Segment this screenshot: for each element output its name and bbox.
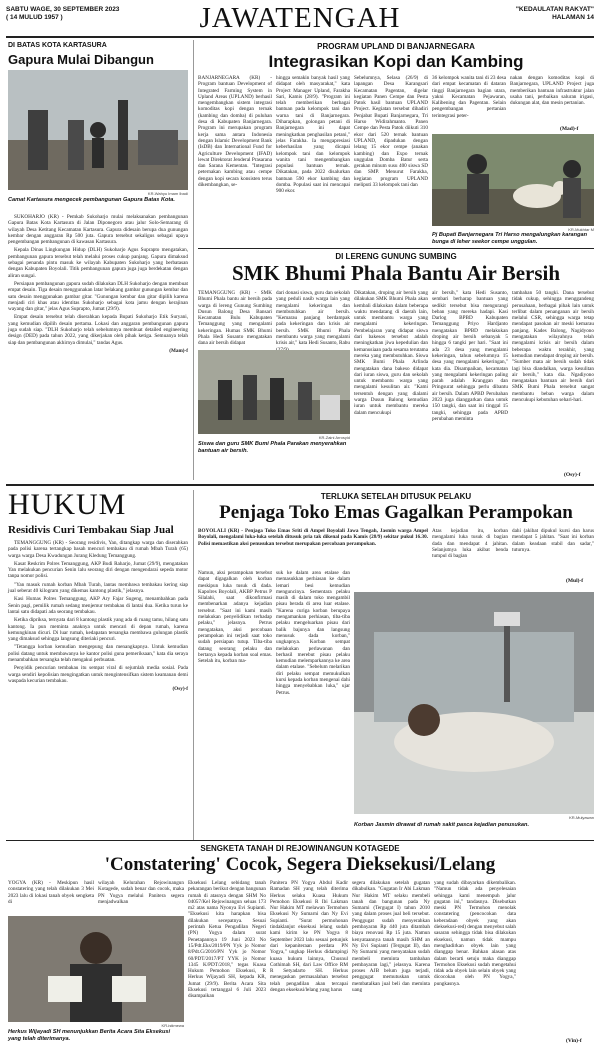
- column-divider: [193, 490, 194, 840]
- rejowinangun-sign: (Vin)-f: [566, 1038, 582, 1044]
- page-info: [516, 6, 594, 22]
- section-label: HUKUM: [8, 488, 127, 521]
- emas-credit: KR-Mulyawan: [569, 815, 594, 820]
- javanese-date: ( 14 MULUD 1957 ): [6, 14, 63, 21]
- byline: (Osy)-f: [172, 686, 188, 693]
- smk-col-5: tambahan 50 tangki. Dana tersebut tidak cukup, sehingga menggandeng perusahaan, berbagai pihak lain untuk terlibat dalam penanganan air bersih melalui CSR, sehingga warga tetap mendapat pasokan air meski kemarau panjang. Kades Balong, Nagidyono mengatakan wilayahnya telah mengalami krisis air bersih dalam beberapa waktu terakhir, yang kemudian mendapat droping air bersih. "Sumber mata air bersih sudah tidak lagi bisa diandalkan, warga kesulitan air bersih," kata dia. Ngadiyono mengatakan bantuan air bersih dari SMK Bumi Phala tersebut sangat membantu beban warga dalam mencukupi kebutuhan sehari-hari.: [512, 290, 594, 404]
- emas-caption: Korban Jasmin dirawat di rumah sakit pasca kejadian penusukan.: [354, 822, 530, 828]
- page-number: HALAMAN 14: [552, 14, 594, 21]
- rejowinangun-caption: Herkus Wijayadi SH menunjukkan Berita Acara Sita Eksekusi yang telah diterimanya.: [8, 1029, 171, 1042]
- emas-sign: (Mul)-f: [566, 578, 584, 584]
- smk-col-3: Dikatakan, droping air bersih yang dilakukan SMK Bhumi Phala akan kembali dilakukan dalam beberapa waktu mendatang di daerah lain, untuk membantu warga yang mengalami kekeringan. Pembelajaran yang didapat siswa dari bakesos tersebut adalah meningkatkan jiwa kepedulian dan kemanusiaan pada sesama terutama mereka yang membutuhkan. Siswa SMK Bumi Phala Arlinda mengatakan dana bakeso didapat dari iuran siswa, guru dan sekolah untuk membantu warga yang mengalami kesulitan air. "Kami tersentuh dengan yang dialami warga Dusun Balong kemudian iuran untuk membantu mereka dalam mencukupi: [354, 290, 428, 416]
- paper-name: "KEDAULATAN RAKYAT": [515, 6, 594, 13]
- upland-caption: Pj Bupati Banjarnegara Tri Harso mengalungkan karangan bunga di leher seekor cempe unggulan.: [432, 232, 588, 245]
- paragraph: Persiapan pembangunan gapura sudah dilakukan DLH Sukoharjo dengan membuat empat desain. Tiga desain menggunakan latar belakang gambar gunungan kembar dan satu desain menggunakan gambar gitar. "Gunungan kembar dan gitar dipilih karena menjadi ciri khas atau identitas Sukoharjo sebagai kota jamu dengan kerajinan wayang dan gitar," jelas Agus Suprapto, Jumat (29/9).: [8, 280, 188, 313]
- section-rule: [198, 248, 594, 249]
- rejowinangun-col-2: wilayah Kelurahan Rejowinangun Kotagede, sudah benar dan cocok, maka PN Yogya melalui Panitera segera menjadwalkan: [98, 880, 184, 905]
- gapura-construction-image: [8, 70, 188, 190]
- rejowinangun-col-3: Eksekusi Lelang sebidang tanah pekarangan berikut dengan bangunan rumah di atasnya dengan SHM No 04057/Kel Rejowinangun seluas 173 m2 atas nama Nyonya Evi Supianti. "Eksekusi kita harapkan bisa dilakukan secepatnya. Sesuai perintah Ketua Pengadilan Negeri (PN) Yogya dalam surat Penetapannya 19 Juni 2023 No 15/Pdt.Eks/2019/PN Yyk jo Nomor 8/Pdt.G/2016/PN Yyk jo Nomor 60/PDT/2017/PT YYK jo Nomor 1345 K/PDT/2018," tegas Kuasa Hukum Pemohon Eksekusi, R Herkus Wijayadi SH, kepada KR, Jumat (29/9). Berita Acara Sita Eksekusi tertanggal 6 Juli 2023 disampaikan: [188, 880, 266, 1000]
- smk-credit: KR-Zaini Arrosyid: [318, 435, 350, 440]
- smk-photo: [198, 350, 350, 434]
- paragraph: SUKOHARJO (KR) - Pemkab Sukoharjo mulai melaksanakan pembangunan Gapura Batas Kota Kartasura di Jalan Diponegoro atau jalur Solo-Semarang di wilayah Desa Ketitang Kecamatan Kartasura. Gapura didesain berupa dua gunungan kembar dengan anggaran Rp 500 juta. Gapura tersebut sekaligus sebagai upaya pengembangan pembangunan di kawasan Kartasura.: [8, 214, 188, 246]
- emas-col-2: suk ke dalam area etalase dan memasukkan perhiasan ke dalam lemari besi kemudian menguncinya. Sementara pelaku masih di dalam toko mengambil pisau berada di area luar etalase. "Karena curiga korban berupaya mengamankan perhiasan, tiba-tiba pelaku mengeluarkan pisau dari balik bajunya dan langsung menusuk dada korban," ungkapnya. Korban sempat melakukan perlawanan dan berhasil merebut pisau pelaku kemudian melemparkannya ke area dalam etalase. "Sebelum melarikan diri pelaku sempat memukulkan kursi kepada korban mengenai dahi hingga menyebabkan luka," ujar Petrus.: [276, 570, 350, 696]
- rejowinangun-photo: [8, 916, 184, 1022]
- rejowinangun-col-5: segera dilakukan setelah gugatan dikabulkan. "Gugatan Ir Abi Lakman Nur Hakim MT selaku membeli tanah dan bangunan pada Ny Sumarni (Tergugat I) tahun 2010 yang dalam proses jual beli tersebut. Penggugat sudah menyerahkan pembayaran Rp 440 juta ditambah biaya renovasi Rp 15 juta. Namun kenyataannya tanah masih SHM an Ny Evi Supianti (Tergugat II), dan Ny Sumarni yang menyatakan sudah membeli meminta tambahan pembayaran lagi," jelasnya. Karena proses AJB belum juga terjadi, penggugat memutuskan untuk membatalkan jual beli dan meminta uang: [352, 880, 430, 994]
- tembakau-headline: Residivis Curi Tembakau Siap Jual: [8, 524, 174, 536]
- upland-credit: KR-Mukhtar M: [568, 227, 594, 232]
- upland-col-4: 36 kelompok wanita tani di 23 desa dari empat kecamatan di dataran tinggi Banjarnegara bagian utara, yakni Kecamatan Pejawaran, Kalibening dan Pagentan. Selain pengembangan pertanian terintegrasi peter-: [432, 75, 506, 119]
- upland-kicker: PROGRAM UPLAND DI BANJARNEGARA: [317, 42, 475, 51]
- paragraph: Ketika dipriksa, ternyata dari 8 kantong plastik yang ada di ruang tamu, hilang satu kantong. Ia pun meminta anaknya untuk mencari di depan rumah, karena kemungkinan dicuri. Di luar rumah, kedapatan tersangka membawa gulungan plastik yang dimaksud sehingga langsung diteriaki pencuri.: [8, 617, 188, 643]
- upland-col-2: hingga semakin banyak hasil yang didapat oleh masyarakat," kata Project Manager Upland, Farakha Sari, Kamis (28/9). "Program ini telah memberikan berbagai bantuan pada kelompok tani dan warna tani di Banjarnegara. Diharapkan, golongan petani di Banjarnegara ini dapat meningkatkan penghasilan petani," jelas Farakha. Ia mengapresiasi keberhasilan yang dicapai kelompok tani dan kelompok wanita tani mengembangkan populasi bantuan ternak. Dikatakan, pada 2022 disalurkan bantuan 590 ekor kambing dan domba. Populasi saat ini mencapai 900 ekor.: [276, 75, 350, 195]
- upland-sign: (Mad)-f: [560, 126, 579, 132]
- rejowinangun-headline: 'Constatering' Cocok, Segera Dieksekusi/Lelang: [104, 854, 496, 875]
- upland-col-3: Sebelumnya, Selasa (26/9) di lapangan Desa Karangsari Kecamatan Pagentan, digelar kegiatan Panen Cempe dan Pesta Patok hasil bantuan UPLAND Project. Kegiatan tersebut dihadiri Penjabat Bupati Banjarnegara, Tri Harso Widirahmanto. Panen Cempe dan Pesta Patok diikuti 310 ekor dari 520 ternak bantuan UPLAND, dipadukan dengan lelang 15 ekor cempe (anakan kambing) dan Expo ternak unggulan Domba Batur serta gerakan minum susu 400 siswa SD dan SMP. Menurut Farakha, kegiatan program UPLAND meliputi 33 kelompok tani dan: [354, 75, 428, 189]
- lawyer-document-image: [8, 916, 184, 1022]
- gapura-caption: Camat Kartasura mengecek pembangunan Gapura Batas Kota.: [8, 197, 175, 203]
- paragraph: TEMANGGUNG (KR) - Seorang residivis, Yan, ditangkap warga dan diserahkan pada polisi karena tertangkap basah mencuri tembakau di rumah Mbah Turah (65) warga warga Desa Kwadungan Jurang Kledung Temanggung.: [8, 540, 188, 559]
- upland-photo: [432, 134, 594, 226]
- smk-sign: (Osy)-f: [564, 472, 581, 478]
- rejowinangun-kicker: SENGKETA TANAH DI REJOWINANGUN KOTAGEDE: [200, 844, 400, 853]
- smk-col-2: dari donasi siswa, guru dan sekolah yang peduli nasib warga lain yang mengalami kekeringan dan membutuhkan air bersih. "Kemarau panjang berdampak pada kekeringan dan krisis air bersih. SMK Bhumi Phala membantu warga yang mengalami krisis air," kata Hedi Susanto, Rabu: [276, 290, 350, 347]
- header-rule: [6, 36, 594, 38]
- goat-ceremony-image: [432, 134, 594, 226]
- paragraph: Kepala Dinas Lingkungan Hidup (DLH) Sukoharjo Agus Suprapto mengatakan, pembangunan gapura tersebut telah melalui proses cukup panjang. Gapura dimaksud sebagai penanda pintu masuk ke wilayah Kabupaten Sukoharjo yang berbatasan dengan Kabupaten Boyolali. Titik pembangunan gapura juga juga berdekatan dengan aliran sungai.: [8, 247, 188, 279]
- paragraph: Kasat Reskrim Polres Temanggung, AKP Budi Raharjo, Jumat (29/9), mengatakan Yan melakukan pencurian Senin lalu seorang diri dengan mengendarai sepeda motor tanpa nomor polisi.: [8, 560, 188, 580]
- upland-col-5: nakan dengan komoditas kopi di Banjarnegara, UPLAND Project juga memberikan bantuan infrastruktur jalan usaha tani, perbaikan saluran irigasi, dukungan alat, dan mesin pertanian.: [510, 75, 594, 107]
- rejowinangun-col-6: yang sudah dibayarkan dikembalikan. "Namun tidak ada penyelesaian sehingga kami menempuh jalur gugatan ini," tandasnya. Disebutkan meski PN Termohon menolak constatering (pencocokan data keberadaan obyek yang akan dieksekusi-red) dengan menyebut salah sasaran sehingga tidak bisa dilakukan eksekusi, namun tidak mampu menghadirkan obyek lain yang dianggap benar. Bahkan alasan atas dalam berarti setuju maka dianggap Termohon Eksekusi sudah mengetahui tidak ada obyek lain selain obyek yang dicocokan oleh PN Yogya," pungkasnya.: [434, 880, 516, 987]
- gapura-body: [8, 214, 188, 476]
- paragraph: Empat desain tersebut telah diserahkan kepada Bupati Sukoharjo Etik Suryani, yang kemudian dipilih desain pertama. Lokasi dan anggaran pembangunan gapura juga sudah siap. "DLH Sukoharjo telah sebelumnya membuat detailed engineering design (DED) pada tahun 2022, yang dikerjakan oleh pihak ketiga. Semuanya telah siap dan pembangunan akhirnya dimulai," tandas Agus.: [8, 314, 188, 346]
- gapura-credit: KR-Wahyu Imam Ibadi: [147, 191, 188, 196]
- emas-photo: [354, 592, 594, 814]
- emas-col-1: Namun, aksi perampokan tersebut dapat digagalkan oleh korban meskipun luka tusuk di dada. Kapolres Boyolali, AKBP Petrus P Silalahi, saat dikonfirmasi membenarkan adanya kejadian tersebut. "Saat ini kami masih melakukan penyelidikan terhadap pelaku," jelasnya. Petrus mengatakan, aksi percobaan perampokan ini terjadi saat toko sudah persiapan tutup. Tiba-tiba datang seorang pelaku dan bertanya kepada korban soal emas. Setelah itu, korban ma-: [198, 570, 272, 665]
- paragraph: "Tetangga korban kemudian mengepung dan menangkapnya. Untuk kemudian polisi datang untuk membawanya ke kantor polisi guna pemeriksaan," kata dia seraya menambahkan tersangka telah mengakui perbuatan.: [8, 644, 188, 664]
- emas-kicker: TERLUKA SETELAH DITUSUK PELAKU: [320, 492, 472, 501]
- paragraph: Penyidik pencurian tembakau itu sempat viral di sejumlah media sosial. Pada warga sendiri kepolisian mengingatkan untuk mengintensifkan sistem keamanan demi waspada kecurian tembakau.: [8, 665, 188, 684]
- upland-col-1: BANJARNEGARA (KR) - Program bantuan Development of Integrated Farming System in Upland Areas (UPLAND) berhasil mengembangkan sistem integrasi komoditas kopi dengan ternak (kambing dan domba) di puluhan desa di Kabupaten Banjarnegara. Program ini merupakan program kerja sama antara Indonesia dengan Islamic Development Bank (IsDB) dan International Fund for Agriculture Development (IFAD) lewat Direktorat Jenderal Prasarana dan Sarana Kementan. "Integrasi peternakan kambing atau cempe dengan kopi secara konsisten terus dikembangkan, se-: [198, 75, 272, 189]
- smk-col-4: air bersih," kata Hedi Susanto, sembari berharap bantuan yang sedikit tersebut bisa mengurangi beban yang mereka hadapi. Kasi Darlog BPBD Kabupaten Temanggung Priyo Hardjanto mengatakan BPBD melakukan droping air bersih sebanyak 5 hingga 6 tangki per hari. "Saat ini ada 23 desa yang mengalami kekeringan, tahun sebelumnya 15 desa yang mengalami kekeringan," kata dia. Disampaikan, kecamatan yang mengalami kekeringan paling parah adalah Kranggan dan Pringsurat sehingga perlu dibantu air bersih. Dalam APBD Perubahan 2023 juga dianggarkan dana untuk 150 tangki, dan saat ini tinggal 15 tangki, sehingga pada APBD perubahan meminta: [432, 290, 508, 422]
- emas-col-a: Atas kejadian itu, korban mengalami luka tusuk di bagian dada dan mendapat 4 jahitan. Selanjutnya luka akibat benda tumpul di bagian: [432, 528, 508, 560]
- section-rule: [6, 840, 594, 841]
- gapura-headline: Gapura Mulai Dibangun: [8, 52, 154, 67]
- tembakau-body: [8, 540, 188, 840]
- smk-kicker: DI LERENG GUNUNG SUMBING: [335, 252, 457, 261]
- smk-caption: Siswa dan guru SMK Bumi Phala Parakan menyerahkan bantuan air bersih.: [198, 441, 347, 454]
- rejowinangun-credit: KR-istimewa: [161, 1023, 184, 1028]
- hospital-patient-image: [354, 592, 594, 814]
- masthead: JAWATENGAH: [199, 2, 401, 34]
- emas-col-b: dahi (akibat dipukul kursi dan harus mendapat 5 jahitan. "Saat ini korban dalam keadaan stabil dan sadar," tuturnya.: [512, 528, 594, 553]
- emas-lead: BOYOLALI (KR) - Penjaga Toko Emas Sriti di Ampel Boyolali Jawa Tengah, Jasmin warga Ampel Boyolali, mengalami luka-luka setelah ditusuk pria tak dikenal pada Kamis (28/9) sekitar pukul 16.30. Polisi memastikan aksi penusukan tersebut merupakan percobaan perampokan.: [198, 528, 428, 547]
- date-text: SABTU WAGE, 30 SEPTEMBER 2023: [6, 6, 120, 13]
- upland-headline: Integrasikan Kopi dan Kambing: [268, 52, 524, 71]
- section-rule: [6, 484, 594, 486]
- water-aid-image: [198, 350, 350, 434]
- column-divider: [193, 40, 194, 480]
- rejowinangun-col-1: YOGYA (KR) - Meskipun hasil constatering yang telah dilakukan 3 Mei 2023 lalu di lokasi tanah obyek sengketa di: [8, 880, 94, 905]
- gapura-photo: [8, 70, 188, 190]
- rejowinangun-col-4: Panitera PN Yogya Abdul Kadir Ramadan SH yang telah diterima Herkus selaku Kuasa Hukum Pemohon Eksekusi R Ibi Lakman Nur Hakim MT melawan Termohon Eksekusi Ny Sumarni dan Ny Evi Supianti. "Surat permohonan tindaklanjut eksekusi lelang sudah kami kirim ke PN Yogya 8 September 2023 lalu sesuai petunjuk dari kepaniteraan perdata PN Yogya," ungkap Herkus didampingi kuasa hukum lainnya, Chusnul Cothimah SH, dari Law Office RM R Setyadarto SH. Herkus menegaskan permasalahan tersebut telah pengadilan akan tercapai dengan eksekusi/lelang yang harus: [270, 880, 348, 994]
- emas-headline: Penjaga Toko Emas Gagalkan Perampokan: [219, 502, 573, 523]
- smk-col-1: TEMANGGUNG (KR) - SMK Bhumi Phala bantu air bersih pada warga di lereng Gunung Sumbing Dusun Balong Desa Bansari Kecamatan Bulu Kabupaten Temanggung yang mengalami kekeringan. Humas SMK Bhumi Phala Hedi Susanto mengatakan dana air bersih didapat: [198, 290, 272, 347]
- paragraph: Kasi Humas Polres Temanggung, AKP Ary Fajar Sugeng, menambahkan pada Senin pagi, pemilik rumah sedang menjemur tembakau di lantai dua. Ketika turun ke lantai satu didapati ada seorang tembakau.: [8, 596, 188, 615]
- gapura-kicker: DI BATAS KOTA KARTASURA: [8, 42, 107, 49]
- byline: (Mam)-f: [169, 347, 188, 354]
- paragraph: "Yan masuk rumah korban Mbah Turah, lantas membawa tembakau kering siap jual seberat 40 kilogram yang dikemas kantong plastik," jelasnya.: [8, 581, 188, 595]
- smk-headline: SMK Bhumi Phala Bantu Air Bersih: [231, 261, 561, 285]
